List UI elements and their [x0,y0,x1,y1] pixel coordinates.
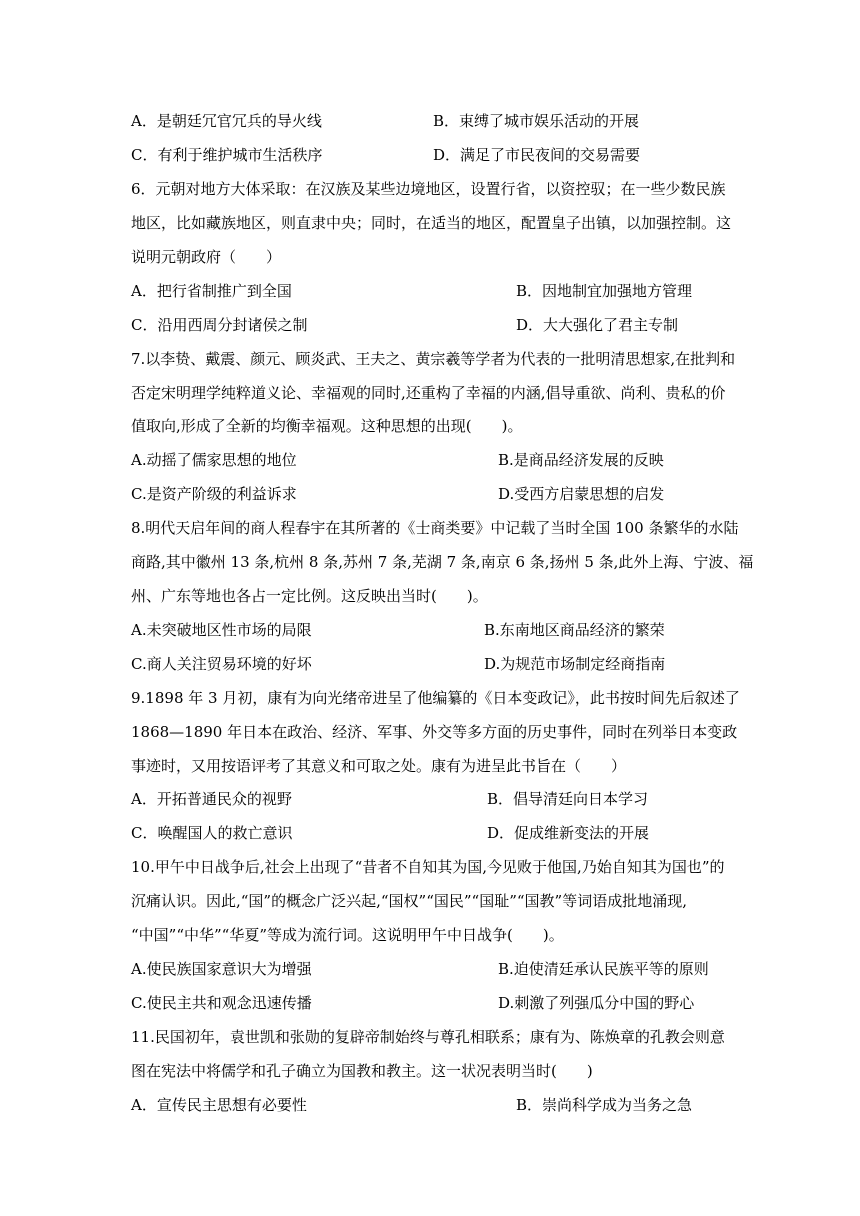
q7-option-b: B.是商品经济发展的反映 [498,451,664,469]
q5-option-c: C．有利于维护城市生活秩序 [131,146,323,164]
q9-stem-line-2: 1868—1890 年日本在政治、经济、军事、外交等多方面的历史事件，同时在列举日本变政 [131,723,738,741]
q7-stem-line-2: 否定宋明理学纯粹道义论、幸福观的同时,还重构了幸福的内涵,倡导重欲、尚利、贵私的价 [131,384,726,402]
q10-option-a: A.使民族国家意识大为增强 [131,960,312,978]
q6-stem-line-1: 6．元朝对地方大体采取：在汉族及某些边境地区，设置行省，以资控驭；在一些少数民族 [131,180,726,198]
q8-stem-line-1: 8.明代天启年间的商人程春宇在其所著的《士商类要》中记载了当时全国 100 条繁华的水陆 [131,519,739,537]
q5-option-b: B．束缚了城市娱乐活动的开展 [433,112,640,130]
q6-option-b: B．因地制宜加强地方管理 [516,282,693,300]
q10-stem-line-3: “中国”“中华”“华夏”等成为流行词。这说明甲午中日战争( )。 [131,926,564,944]
q6-stem-line-3: 说明元朝政府（ ） [131,248,282,266]
q10-option-b: B.迫使清廷承认民族平等的原则 [498,960,709,978]
q9-option-d: D．促成维新变法的开展 [487,824,650,842]
q8-option-b: B.东南地区商品经济的繁荣 [484,621,665,639]
q9-option-a: A．开拓普通民众的视野 [131,790,292,808]
q5-option-d: D．满足了市民夜间的交易需要 [433,146,641,164]
q8-stem-line-2: 商路,其中徽州 13 条,杭州 8 条,苏州 7 条,芜湖 7 条,南京 6 条,扬州 5 条,此外上海、宁波、福 [131,553,754,571]
q8-stem-line-3: 州、广东等地也各占一定比例。这反映出当时( )。 [131,587,488,605]
q7-option-d: D.受西方启蒙思想的启发 [498,485,665,503]
q9-stem-line-1: 9.1898 年 3 月初，康有为向光绪帝进呈了他编纂的《日本变政记》，此书按时间先后叙述了 [131,689,740,707]
q6-option-c: C．沿用西周分封诸侯之制 [131,316,308,334]
q11-stem-line-1: 11.民国初年，袁世凯和张勋的复辟帝制始终与尊孔相联系；康有为、陈焕章的孔教会则意 [131,1028,725,1046]
q7-stem-line-3: 值取向,形成了全新的均衡幸福观。这种思想的出现( )。 [131,417,523,435]
q6-option-d: D．大大强化了君主专制 [516,316,679,334]
q7-option-c: C.是资产阶级的利益诉求 [131,485,297,503]
q10-stem-line-2: 沉痛认识。因此,“国”的概念广泛兴起,“国权”“国民”“国耻”“国教”等词语成批地涌现, [131,892,687,910]
q8-option-a: A.未突破地区性市场的局限 [131,621,312,639]
q9-option-b: B．倡导清廷向日本学习 [487,790,649,808]
q6-stem-line-2: 地区，比如藏族地区，则直隶中央；同时，在适当的地区，配置皇子出镇，以加强控制。这 [131,214,732,232]
q11-option-a: A．宣传民主思想有必要性 [131,1096,307,1114]
q9-stem-line-3: 事迹时，又用按语评考了其意义和可取之处。康有为进呈此书旨在（ ） [131,757,627,775]
q11-option-b: B．崇尚科学成为当务之急 [516,1096,693,1114]
q7-stem-line-1: 7.以李贽、戴震、颜元、顾炎武、王夫之、黄宗羲等学者为代表的一批明清思想家,在批判和 [131,350,736,368]
q9-option-c: C．唤醒国人的救亡意识 [131,824,293,842]
q10-stem-line-1: 10.甲午中日战争后,社会上出现了“昔者不自知其为国,今见败于他国,乃始自知其为国也”的 [131,858,725,876]
q10-option-c: C.使民主共和观念迅速传播 [131,994,312,1012]
q8-option-d: D.为规范市场制定经商指南 [484,655,666,673]
q10-option-d: D.刺激了列强瓜分中国的野心 [498,994,695,1012]
q6-option-a: A．把行省制推广到全国 [131,282,292,300]
q7-option-a: A.动摇了儒家思想的地位 [131,451,297,469]
q5-option-a: A．是朝廷冗官冗兵的导火线 [131,112,322,130]
q8-option-c: C.商人关注贸易环境的好坏 [131,655,312,673]
q11-stem-line-2: 图在宪法中将儒学和孔子确立为国教和教主。这一状况表明当时( ) [131,1062,593,1080]
